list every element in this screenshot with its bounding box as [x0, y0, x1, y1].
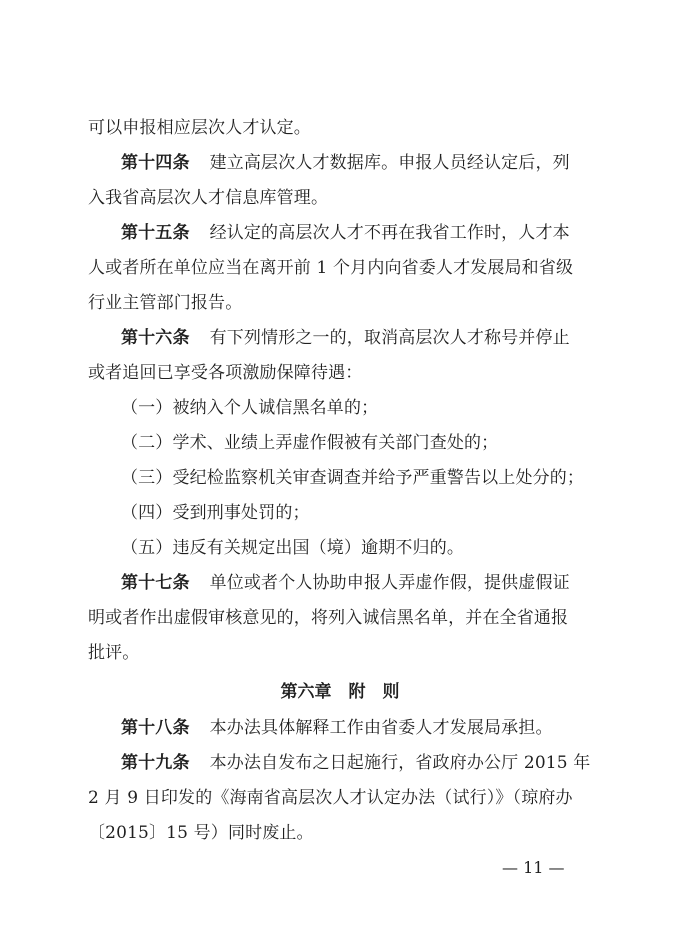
article-number: 第十六条: [121, 328, 190, 348]
article-number: 第十八条: [121, 718, 190, 738]
article-text: 本办法具体解释工作由省委人才发展局承担。: [209, 718, 553, 738]
article-text: 单位或者个人协助申报人弄虚作假，提供虚假证: [209, 573, 570, 593]
article-number: 第十九条: [121, 753, 190, 773]
article-19-heading: [121, 752, 592, 774]
article-text: 经认定的高层次人才不再在我省工作时，人才本: [209, 223, 570, 243]
text-line: 2 月 9 日印发的《海南省高层次人才认定办法（试行）》（琼府办: [88, 788, 573, 808]
list-item: [121, 397, 592, 419]
paragraph-line: [88, 787, 592, 809]
article-17-heading: [121, 572, 592, 594]
page-number: — 11 —: [502, 858, 565, 877]
article-number: 第十七条: [121, 573, 190, 593]
list-item-text: （三）受纪检监察机关审查调查并给予严重警告以上处分的；: [121, 468, 585, 488]
list-item: [121, 537, 592, 559]
article-15-heading: [121, 222, 592, 244]
paragraph-line: [88, 292, 592, 314]
list-item-text: （五）违反有关规定出国（境）逾期不归的。: [121, 538, 464, 558]
article-14-heading: [121, 152, 592, 174]
text-line: 〔2015〕15 号）同时废止。: [88, 823, 314, 843]
chapter-heading: 第六章 附 则: [280, 682, 400, 702]
paragraph-line: [88, 822, 592, 844]
article-16-heading: [121, 327, 592, 349]
list-item-text: （二）学术、业绩上弄虚作假被有关部门查处的；: [121, 433, 499, 453]
text-line: 可以申报相应层次人才认定。: [88, 118, 311, 138]
article-text: 本办法自发布之日起施行，省政府办公厅 2015 年: [209, 753, 591, 773]
text-line: 批评。: [88, 643, 140, 663]
list-item-text: （四）受到刑事处罚的；: [121, 503, 310, 523]
list-item-text: （一）被纳入个人诚信黑名单的；: [121, 398, 379, 418]
paragraph-line: [88, 187, 592, 209]
article-text: 建立高层次人才数据库。申报人员经认定后，列: [209, 153, 570, 173]
paragraph-line: [88, 117, 592, 139]
paragraph-line: [88, 607, 592, 629]
paragraph-line: [88, 362, 592, 384]
article-text: 有下列情形之一的，取消高层次人才称号并停止: [209, 328, 570, 348]
text-line: 行业主管部门报告。: [88, 293, 243, 313]
list-item: [121, 467, 592, 489]
paragraph-line: [88, 257, 592, 279]
text-line: 人或者所在单位应当在离开前 1 个月内向省委人才发展局和省级: [88, 258, 574, 278]
text-line: 或者追回已享受各项激励保障待遇：: [88, 363, 363, 383]
article-number: 第十四条: [121, 153, 190, 173]
list-item: [121, 432, 592, 454]
article-18-heading: [121, 717, 592, 739]
paragraph-line: [88, 642, 592, 664]
text-line: 入我省高层次人才信息库管理。: [88, 188, 329, 208]
article-number: 第十五条: [121, 223, 190, 243]
text-line: 明或者作出虚假审核意见的，将列入诚信黑名单，并在全省通报: [88, 608, 569, 628]
list-item: [121, 502, 592, 524]
